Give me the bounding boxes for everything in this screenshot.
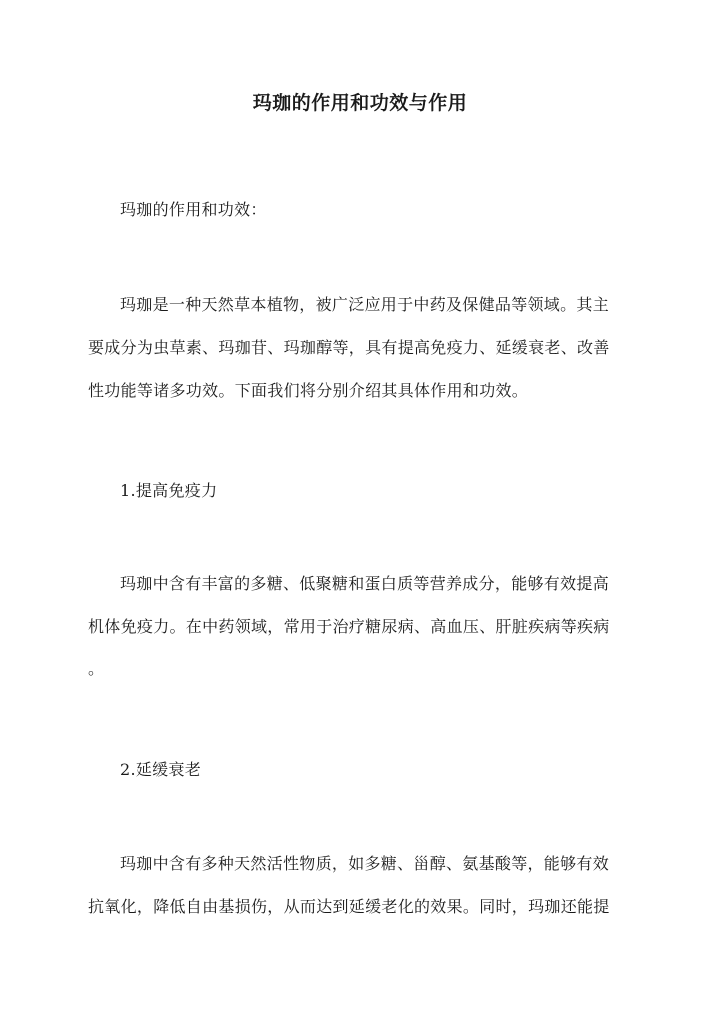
section-2-line-1: 玛珈中含有多种天然活性物质，如多糖、甾醇、氨基酸等，能够有效 [120,854,610,873]
intro-line-1: 玛珈是一种天然草本植物，被广泛应用于中药及保健品等领域。其主 [120,295,610,314]
section-1-line-3: 。 [88,659,105,678]
section-1-line-2: 机体免疫力。在中药领域，常用于治疗糖尿病、高血压、肝脏疾病等疾病 [88,617,610,636]
intro-line-2: 要成分为虫草素、玛珈苷、玛珈醇等，具有提高免疫力、延缓衰老、改善 [88,338,610,357]
document-title: 玛珈的作用和功效与作用 [252,92,468,114]
intro-heading: 玛珈的作用和功效： [120,200,267,219]
section-2-line-2: 抗氧化，降低自由基损伤，从而达到延缓老化的效果。同时，玛珈还能提 [88,897,610,916]
section-1-line-1: 玛珈中含有丰富的多糖、低聚糖和蛋白质等营养成分，能够有效提高 [120,574,610,593]
intro-line-3: 性功能等诸多功效。下面我们将分别介绍其具体作用和功效。 [88,381,529,400]
section-2-heading: 2.延缓衰老 [120,760,202,779]
section-1-heading: 1.提高免疫力 [120,481,218,500]
